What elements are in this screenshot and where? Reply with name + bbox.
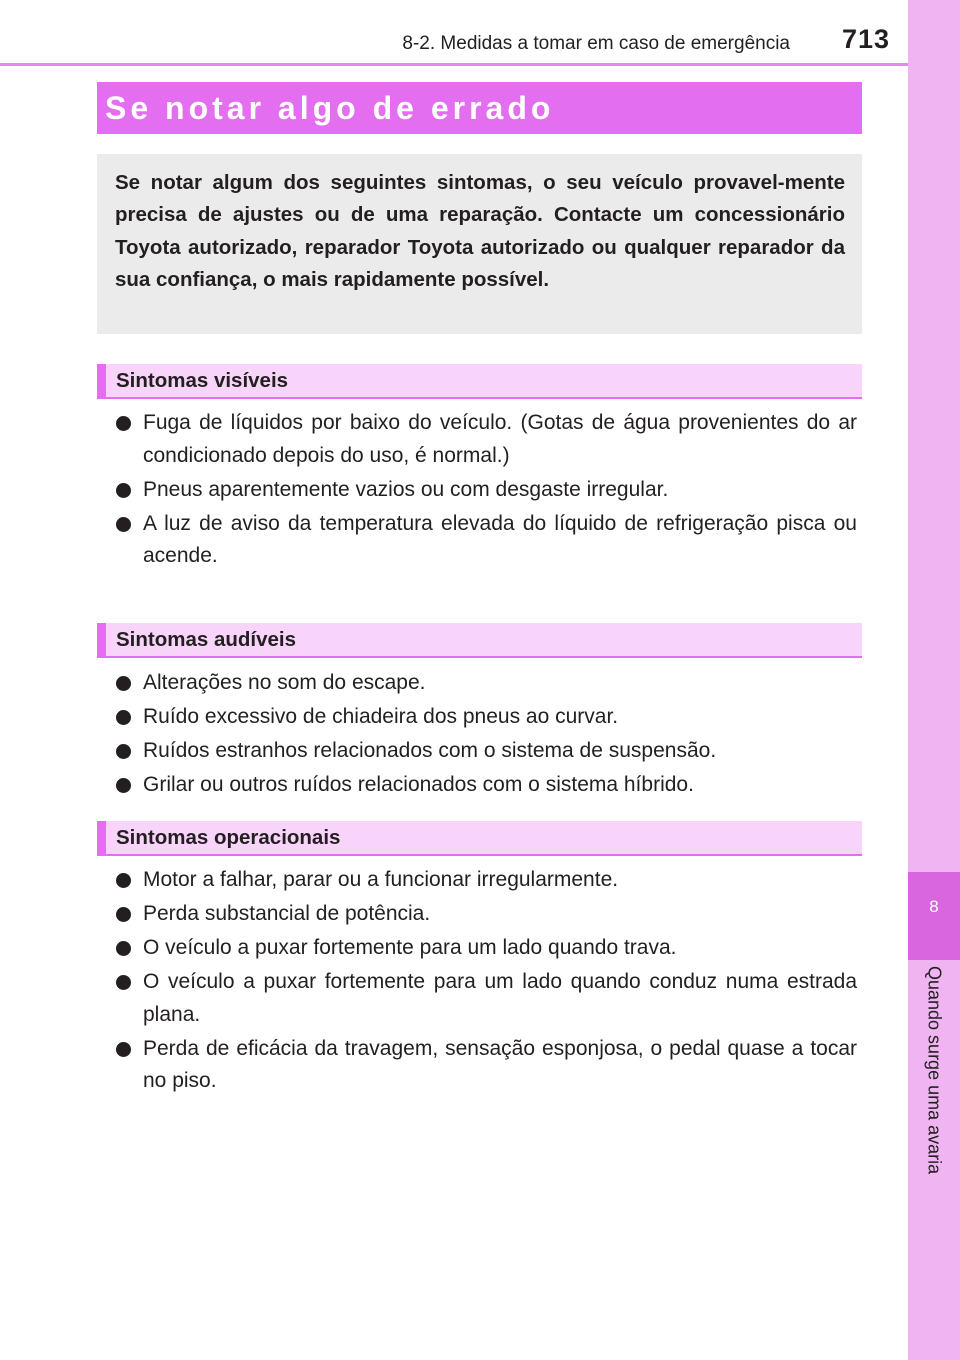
bullet-icon (116, 710, 131, 725)
bullet-icon (116, 975, 131, 990)
bullet-icon (116, 416, 131, 431)
list-item (97, 474, 857, 507)
list-item-text: Motor a falhar, parar ou a funcionar irregularmente. (143, 868, 619, 891)
operational-symptoms-list (97, 864, 857, 1099)
page-header (0, 0, 908, 66)
page-title: Se notar algo de errado (97, 82, 862, 134)
list-item-text: Ruído excessivo de chiadeira dos pneus ao curvar. (143, 705, 619, 728)
visible-symptoms-list (97, 407, 857, 574)
list-item (97, 1033, 857, 1098)
bullet-icon (116, 873, 131, 888)
list-item (97, 735, 857, 768)
list-item-text: Grilar ou outros ruídos relacionados com o sistema híbrido. (143, 773, 694, 796)
bullet-icon (116, 907, 131, 922)
list-item-text: Perda de eficácia da travagem, sensação esponjosa, o pedal quase a tocar no piso. (143, 1036, 857, 1092)
page-number: 713 (841, 24, 890, 54)
list-item-text: O veículo a puxar fortemente para um lado quando trava. (143, 936, 677, 959)
chapter-number: 8 (908, 872, 960, 960)
list-item (97, 769, 857, 802)
list-item (97, 932, 857, 965)
section-heading-visible-symptoms: Sintomas visíveis (97, 364, 862, 399)
header-section-title: 8-2. Medidas a tomar em caso de emergência (402, 33, 790, 54)
bullet-icon (116, 941, 131, 956)
list-item-text: O veículo a puxar fortemente para um lado quando conduz numa estrada plana. (143, 970, 857, 1026)
list-item-text: Perda substancial de potência. (143, 902, 431, 925)
chapter-title: Quando surge uma avaria (924, 966, 945, 1175)
audible-symptoms-list (97, 667, 857, 803)
list-item-text: Pneus aparentemente vazios ou com desgaste irregular. (143, 477, 669, 501)
list-item-text: Ruídos estranhos relacionados com o sistema de suspensão. (143, 739, 717, 762)
list-item-text: A luz de aviso da temperatura elevada do líquido de refrigeração pisca ou acende. (143, 511, 857, 567)
list-item (97, 667, 857, 700)
list-item (97, 508, 857, 573)
list-item (97, 407, 857, 472)
intro-box: Se notar algum dos seguintes sintomas, o seu veículo provavel-mente precisa de ajustes ou de uma reparação. Contacte um concessionário Toyota autorizado, reparador Toyota autorizado ou qualquer reparador da sua confiança, o mais rapidamente possível. (97, 154, 862, 334)
list-item (97, 966, 857, 1031)
bullet-icon (116, 778, 131, 793)
side-tab (908, 0, 960, 1360)
bullet-icon (116, 1042, 131, 1057)
bullet-icon (116, 744, 131, 759)
bullet-icon (116, 676, 131, 691)
list-item-text: Alterações no som do escape. (143, 671, 426, 694)
list-item (97, 701, 857, 734)
list-item (97, 898, 857, 931)
section-heading-audible-symptoms: Sintomas audíveis (97, 623, 862, 658)
section-heading-operational-symptoms: Sintomas operacionais (97, 821, 862, 856)
bullet-icon (116, 483, 131, 498)
bullet-icon (116, 517, 131, 532)
list-item-text: Fuga de líquidos por baixo do veículo. (Gotas de água provenientes do ar condicionado depois do uso, é normal.) (143, 411, 857, 467)
list-item (97, 864, 857, 897)
